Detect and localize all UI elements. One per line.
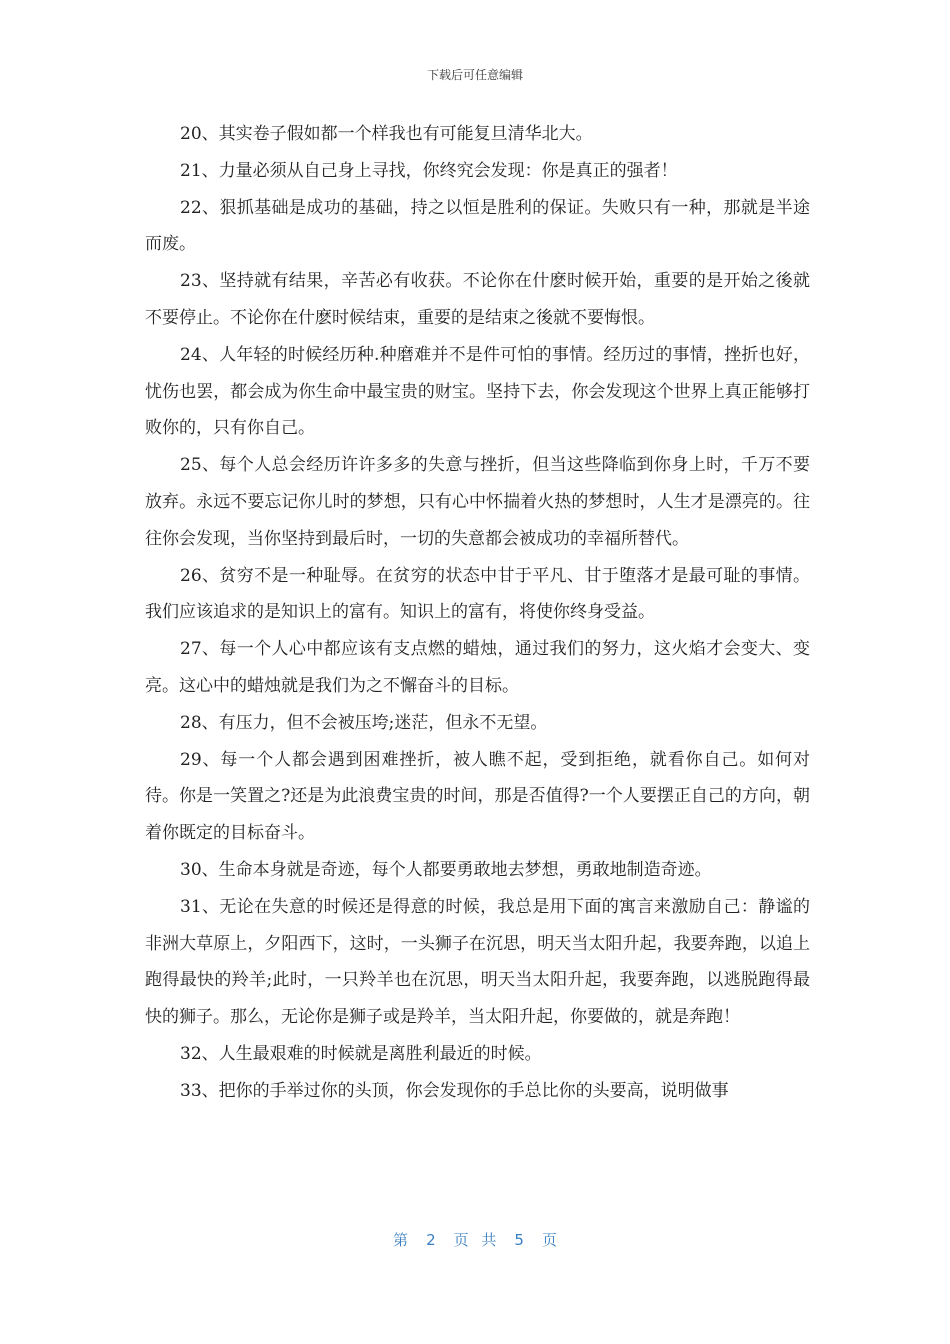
paragraph-31: 31、无论在失意的时候还是得意的时候，我总是用下面的寓言来激励自己：静谧的非洲大草原上，夕阳西下，这时，一头狮子在沉思，明天当太阳升起，我要奔跑，以追上跑得最快的羚羊;此时，一只羚羊也在沉思，明天当太阳升起，我要奔跑，以逃脱跑得最快的狮子。那么，无论你是狮子或是羚羊，当太阳升起，你要做的，就是奔跑！	[145, 896, 810, 1028]
footer-di: 第	[393, 1231, 409, 1249]
paragraph-23: 23、坚持就有结果，辛苦必有收获。不论你在什麽时候开始，重要的是开始之後就不要停止。不论你在什麽时候结束，重要的是结束之後就不要悔恨。	[145, 271, 810, 328]
page-number: 2	[426, 1231, 436, 1249]
paragraph-29: 29、每一个人都会遇到困难挫折，被人瞧不起，受到拒绝，就看你自己。如何对待。你是一笑置之?还是为此浪费宝贵的时间，那是否值得?一个人要摆正自己的方向，朝着你既定的目标奋斗。	[145, 749, 810, 844]
paragraph-33: 33、把你的手举过你的头顶，你会发现你的手总比你的头要高，说明做事	[180, 1080, 729, 1101]
paragraph-32: 32、人生最艰难的时候就是离胜利最近的时候。	[180, 1043, 542, 1064]
footer-ye-gong: 页 共	[453, 1231, 497, 1249]
paragraph-26: 26、贫穷不是一种耻辱。在贫穷的状态中甘于平凡、甘于堕落才是最可耻的事情。我们应该追求的是知识上的富有。知识上的富有，将使你终身受益。	[145, 565, 810, 623]
paragraph-21: 21、力量必须从自己身上寻找，你终究会发现：你是真正的强者！	[180, 160, 678, 181]
paragraph-28: 28、有压力，但不会被压垮;迷茫，但永不无望。	[180, 712, 548, 733]
document-body	[145, 116, 810, 1110]
paragraph-22: 22、狠抓基础是成功的基础，持之以恒是胜利的保证。失败只有一种，那就是半途而废。	[145, 197, 810, 255]
page-header: 下载后可任意编辑	[426, 68, 523, 82]
paragraph-25: 25、每个人总会经历许许多多的失意与挫折，但当这些降临到你身上时，千万不要放弃。永远不要忘记你儿时的梦想，只有心中怀揣着火热的梦想时，人生才是漂亮的。往往你会发现，当你坚持到最后时，一切的失意都会被成功的幸福所替代。	[145, 455, 810, 549]
paragraph-27: 27、每一个人心中都应该有支点燃的蜡烛，通过我们的努力，这火焰才会变大、变亮。这心中的蜡烛就是我们为之不懈奋斗的目标。	[145, 639, 810, 696]
paragraph-30: 30、生命本身就是奇迹，每个人都要勇敢地去梦想，勇敢地制造奇迹。	[180, 859, 712, 880]
total-pages: 5	[514, 1231, 524, 1249]
page-footer	[0, 1229, 950, 1250]
paragraph-20: 20、其实卷子假如都一个样我也有可能复旦清华北大。	[180, 124, 593, 144]
paragraph-24: 24、人年轻的时候经历种.种磨难并不是件可怕的事情。经历过的事情，挫折也好，忧伤也罢，都会成为你生命中最宝贵的财宝。坚持下去，你会发现这个世界上真正能够打败你的，只有你自己。	[145, 344, 810, 439]
footer-ye: 页	[541, 1231, 557, 1249]
